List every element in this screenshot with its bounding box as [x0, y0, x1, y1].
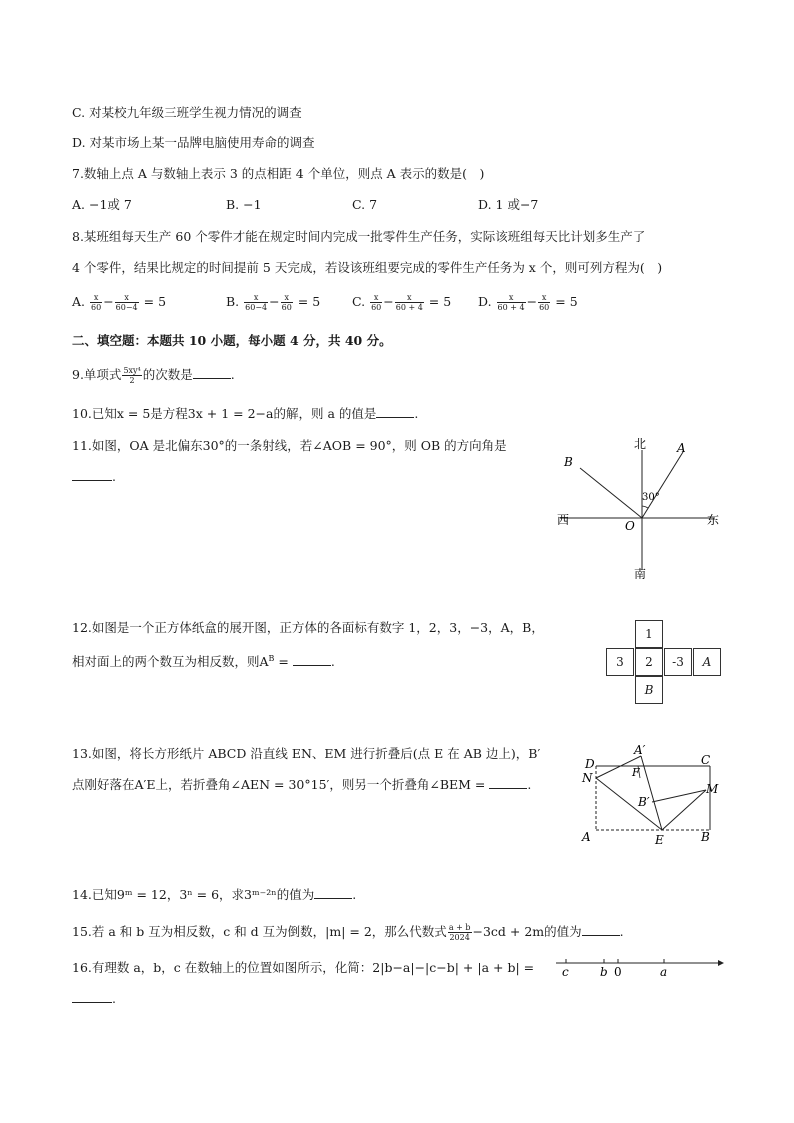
question-9: 9.单项式 $\frac{\text{5xy⁴}}{2}$ 的次数是 . [72, 366, 235, 385]
label-a: a [660, 965, 668, 979]
q9-fraction: $\frac{\text{5xy⁴}}{2}$ [123, 366, 141, 385]
label-b: b [600, 965, 608, 979]
label-c: c [562, 965, 569, 979]
question-15: 15.若 a 和 b 互为相反数，c 和 d 互为倒数，|m| = 2，那么代数式 $\frac{a + b}{2024}$ −3cd + 2m的值为 . [72, 923, 624, 942]
q8-option-d: D. $\frac{x}{60 + 4}$ − $\frac{x}{60}$ = 5 [478, 293, 578, 312]
label-d: D [585, 757, 595, 771]
label-e: E [655, 833, 664, 847]
east-label: 东 [707, 513, 720, 527]
angle-arc [642, 506, 648, 508]
net-cell-right1: -3 [664, 648, 692, 676]
fold-line-en [596, 778, 662, 830]
label-c: C [701, 753, 711, 767]
q8-option-a: A. $\frac{x}{60}$ − $\frac{x}{60-4}$ = 5 [72, 293, 167, 312]
label-m: M [706, 782, 719, 796]
question-11: 11.如图，OA 是北偏东30°的一条射线，若∠AOB = 90°，则 OB 的方向角是 [72, 438, 507, 453]
net-cell-right2: A [693, 648, 721, 676]
a-prime-e [641, 756, 662, 830]
label-zero: 0 [614, 965, 622, 979]
point-b-label: B [564, 455, 573, 469]
label-n: N [582, 771, 593, 785]
question-12-line1: 12.如图是一个正方体纸盒的展开图，正方体的各面标有数字 1，2，3，−3，A，B， [72, 620, 544, 635]
label-a-prime: A′ [634, 743, 646, 757]
label-b-prime: B′ [638, 795, 650, 809]
north-label: 北 [634, 437, 647, 451]
question-11-answer-blank: . [72, 468, 116, 486]
label-b: B [701, 830, 710, 844]
section-2-heading: 二、填空题：本题共 10 小题，每小题 4 分，共 40 分。 [72, 333, 392, 348]
south-label: 南 [634, 567, 647, 581]
fold-line-em [662, 790, 706, 830]
net-cell-left: 3 [606, 648, 634, 676]
figure-13-folded-rectangle [578, 738, 728, 850]
q8-option-c: C. $\frac{x}{60}$ − $\frac{x}{60 + 4}$ = 5 [352, 293, 452, 312]
angle-label: 30° [642, 492, 660, 503]
ray-ob [580, 468, 642, 518]
question-10: 10.已知x = 5是方程3x + 1 = 2−a的解，则 a 的值是 . [72, 406, 419, 421]
west-label: 西 [557, 513, 570, 527]
q15-fraction: $\frac{a + b}{2024}$ [448, 923, 471, 942]
question-13-line2: 点刚好落在A′E上，若折叠角∠AEN = 30°15′，则另一个折叠角∠BEM = . [72, 777, 532, 792]
number-line-arrow [718, 960, 724, 966]
question-16-answer-blank: . [72, 990, 116, 1008]
question-8-line1: 8.某班组每天生产 60 个零件才能在规定时间内完成一批零件生产任务，实际该班组每天比计划多生产了 [72, 229, 646, 244]
question-16: 16.有理数 a，b，c 在数轴上的位置如图所示，化简：2|b−a|−|c−b| + |a + b| = [72, 960, 535, 975]
point-a-label: A [677, 441, 686, 455]
q8-option-b: B. $\frac{x}{60-4}$ − $\frac{x}{60}$ = 5 [226, 293, 321, 312]
label-f: F [632, 766, 640, 779]
figure-11-compass [550, 432, 730, 582]
q7-option-d: D. 1 或−7 [478, 197, 539, 212]
question-13-line1: 13.如图，将长方形纸片 ABCD 沿直线 EN、EM 进行折叠后(点 E 在 AB 边上)，B′ [72, 746, 541, 761]
figure-16-number-line [552, 952, 727, 982]
b-prime-m [652, 790, 706, 802]
q7-option-a: A. −1或 7 [72, 197, 132, 212]
question-12-line2: 相对面上的两个数互为相反数，则$A^B$ = . [72, 654, 335, 670]
q7-option-b: B. −1 [226, 197, 262, 212]
label-a: A [582, 830, 591, 844]
ray-oa [642, 452, 683, 518]
question-7: 7.数轴上点 A 与数轴上表示 3 的点相距 4 个单位，则点 A 表示的数是( ) [72, 166, 485, 181]
net-cell-center: 2 [635, 648, 663, 676]
q7-option-c: C. 7 [352, 197, 378, 212]
question-14: 14.已知9ᵐ = 12，3ⁿ = 6，求3ᵐ⁻²ⁿ的值为 . [72, 887, 357, 902]
question-8-line2: 4 个零件，结果比规定的时间提前 5 天完成，若设该班组要完成的零件生产任务为 x 个，则可列方程为( ) [72, 260, 663, 275]
net-cell-top: 1 [635, 620, 663, 648]
option-c-line: C. 对某校九年级三班学生视力情况的调查 [72, 105, 302, 120]
option-d-line: D. 对某市场上某一品牌电脑使用寿命的调查 [72, 135, 315, 150]
net-cell-bottom: B [635, 676, 663, 704]
point-o-label: O [625, 519, 635, 533]
